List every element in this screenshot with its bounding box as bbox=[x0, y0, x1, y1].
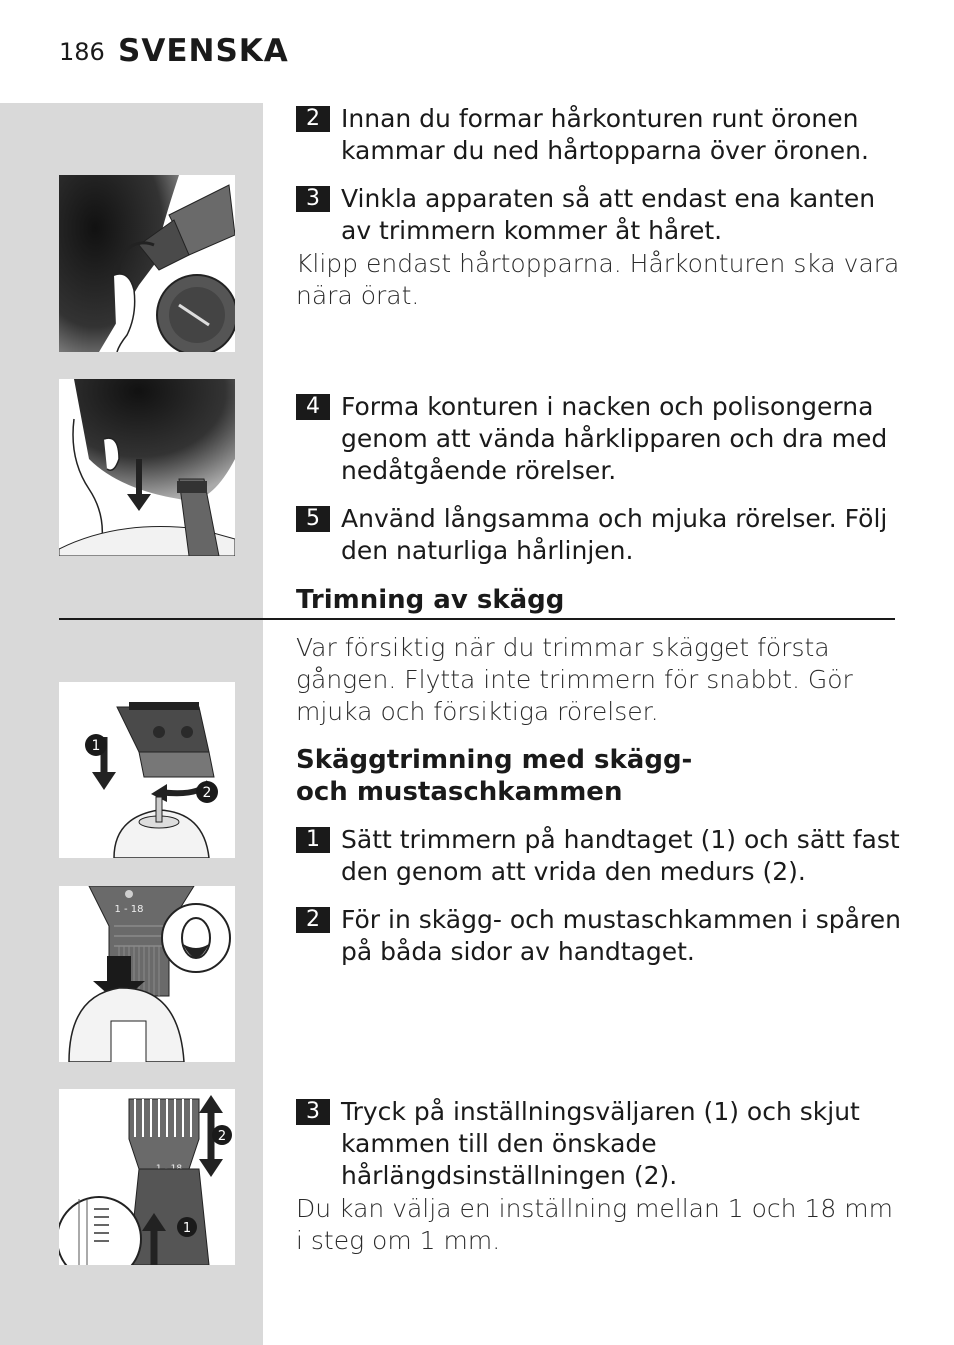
step-2-insert-comb bbox=[296, 904, 906, 968]
illustration-insert-beard-comb bbox=[59, 886, 235, 1062]
step-2-hairline-ears bbox=[296, 103, 906, 167]
page-number: 186 bbox=[59, 38, 105, 66]
callout-1-icon: 1 bbox=[182, 1221, 192, 1236]
step-3-set-length bbox=[296, 1096, 906, 1192]
step-3-angle-trimmer bbox=[296, 183, 906, 247]
illustration-ear-trimming bbox=[59, 175, 235, 352]
step-number-badge: 2 bbox=[296, 106, 330, 132]
section-divider bbox=[59, 618, 895, 620]
step-text: Använd långsamma och mjuka rörelser. Följ den naturliga hårlinjen. bbox=[341, 504, 888, 565]
step-5-slow-movements bbox=[296, 503, 906, 567]
step-text: Sätt trimmern på handtaget (1) och sätt fast den genom att vrida den medurs (2). bbox=[341, 825, 900, 886]
step-text: Tryck på inställningsväljaren (1) och skjut kammen till den önskade hårlängdsinställningen (2). bbox=[341, 1097, 860, 1190]
note-length-range: Du kan välja en inställning mellan 1 och 18 mm i steg om 1 mm. bbox=[296, 1194, 893, 1255]
step-number-badge: 3 bbox=[296, 1099, 330, 1125]
step-number-badge: 4 bbox=[296, 394, 330, 420]
note-careful-first-time: Var försiktig när du trimmar skägget första gången. Flytta inte trimmern för snabbt. Gör mjuka och försiktiga rörelser. bbox=[296, 633, 853, 726]
step-number-badge: 3 bbox=[296, 186, 330, 212]
page-language-title: SVENSKA bbox=[118, 33, 289, 69]
step-4-neckline bbox=[296, 391, 906, 487]
callout-2-icon: 2 bbox=[217, 1129, 227, 1144]
section-heading-beard-trimming: Trimning av skägg bbox=[296, 585, 565, 615]
callout-2-icon: 2 bbox=[202, 785, 212, 801]
illustration-neckline-trimming bbox=[59, 379, 235, 556]
step-number-badge: 2 bbox=[296, 907, 330, 933]
comb-length-label: 1 - 18 bbox=[114, 904, 144, 915]
step-text: Forma konturen i nacken och polisongerna genom att vända hårklipparen och dra med nedåtgående rörelser. bbox=[341, 392, 888, 485]
step-text: För in skägg- och mustaschkammen i spåren på båda sidor av handtaget. bbox=[341, 905, 901, 966]
callout-1-icon: 1 bbox=[91, 738, 101, 754]
illustration-set-comb-length bbox=[59, 1089, 235, 1265]
step-text: Innan du formar hårkonturen runt öronen kammar du ned hårtopparna över öronen. bbox=[341, 104, 869, 165]
illustration-attach-trimmer bbox=[59, 682, 235, 858]
step-1-attach-trimmer bbox=[296, 824, 906, 888]
step-number-badge: 1 bbox=[296, 827, 330, 853]
step-text: Vinkla apparaten så att endast ena kanten av trimmern kommer åt håret. bbox=[341, 184, 876, 245]
note-trim-tips: Klipp endast hårtopparna. Hårkonturen ska vara nära örat. bbox=[296, 249, 900, 310]
step-number-badge: 5 bbox=[296, 506, 330, 532]
subheading-beard-comb: Skäggtrimning med skägg- och mustaschkammen bbox=[296, 745, 693, 807]
